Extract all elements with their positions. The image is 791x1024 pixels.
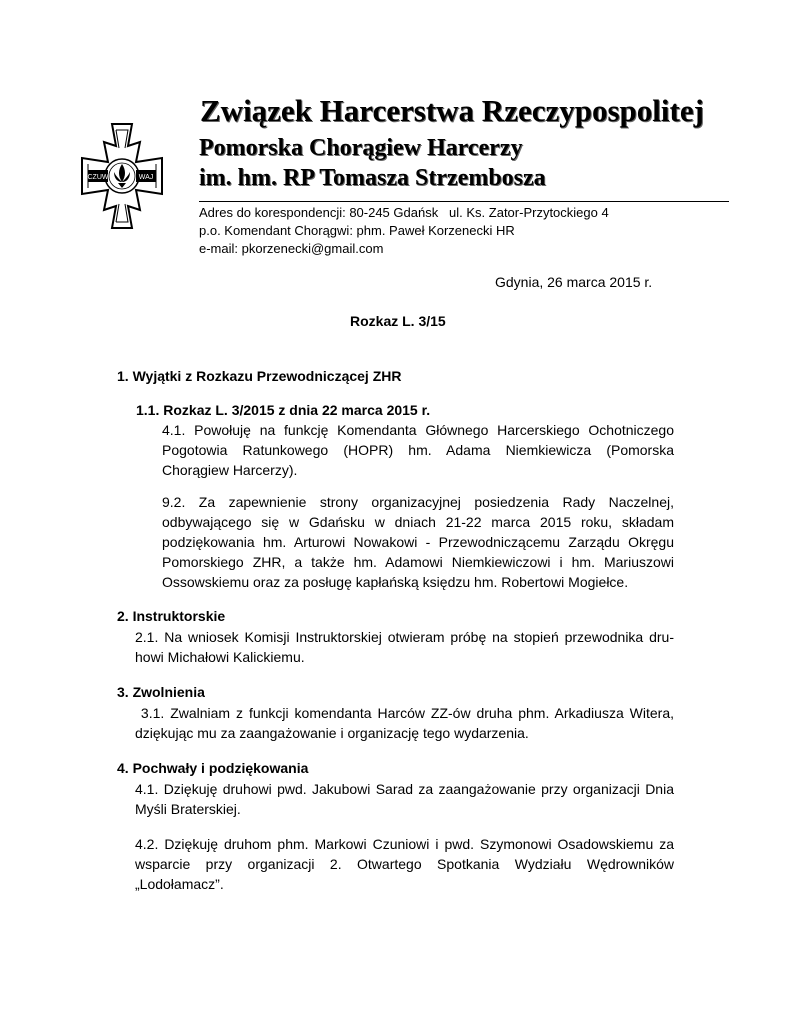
document-date: Gdynia, 26 marca 2015 r. — [495, 274, 653, 290]
paragraph-4-1: 4.1. Powołuję na funkcję Komendanta Głównego Harcerskiego Ochotniczego Pogotowia Ratunkowego (HOPR) hm. Adama Niemkiewicza (Pomorska Chorągiew Harcerzy). — [162, 422, 674, 478]
email-line: e-mail: pkorzenecki@gmail.com — [199, 241, 384, 256]
section-2-heading: 2. Instruktorskie — [117, 608, 226, 624]
address-line: Adres do korespondencji: 80-245 Gdańsk ul. Ks. Zator-Przytockiego 4 — [199, 205, 609, 220]
patron-subtitle: im. hm. RP Tomasza Strzembosza — [199, 165, 546, 191]
subsection-1-1-heading: 1.1. Rozkaz L. 3/2015 z dnia 22 marca 2015 r. — [136, 402, 431, 418]
section-1-heading: 1. Wyjątki z Rozkazu Przewodniczącej ZHR — [117, 368, 402, 384]
logo-text-right: WAJ — [138, 174, 154, 181]
header-divider — [199, 201, 729, 202]
commandant-line: p.o. Komendant Chorągwi: phm. Paweł Korzenecki HR — [199, 223, 515, 238]
banner-subtitle: Pomorska Chorągiew Harcerzy — [199, 135, 523, 161]
scout-cross-logo — [78, 120, 166, 232]
logo-text-left: CZUW — [87, 174, 109, 181]
paragraph-9-2: 9.2. Za zapewnienie strony organizacyjnej posiedzenia Rady Naczelnej, odbywającego się w Gdańsku w dniach 21-22 marca 2015 roku, składam podziękowania hm. Arturowi Nowakowi - Przewodniczącemu Zarządu Okręgu Pomorskiego ZHR, a także hm. Adamowi Niemkiewiczowi i hm. Mariuszowi Ossowskiemu oraz za posługę kapłańską księdzu hm. Robertowi Mogiełce. — [162, 494, 674, 590]
section-4-heading: 4. Pochwały i podziękowania — [117, 760, 309, 776]
organization-title: Związek Harcerstwa Rzeczypospolitej — [200, 93, 704, 128]
section-3-heading: 3. Zwolnienia — [117, 684, 205, 700]
paragraph-4-1-thanks: 4.1. Dziękuję druhowi pwd. Jakubowi Sarad za zaangażowanie przy organizacji Dnia Myśli Braterskiej. — [135, 781, 674, 817]
paragraph-3-1: 3.1. Zwalniam z funkcji komendanta Harców ZZ-ów druha phm. Arkadiusza Witera, dziękując mu za zaangażowanie i organizację tego wydarzenia. — [135, 705, 674, 741]
order-title: Rozkaz L. 3/15 — [350, 313, 446, 329]
paragraph-2-1: 2.1. Na wniosek Komisji Instruktorskiej otwieram próbę na stopień przewodnika dru- howi Michałowi Kalickiemu. — [135, 629, 674, 665]
paragraph-4-2-thanks: 4.2. Dziękuję druhom phm. Markowi Czuniowi i pwd. Szymonowi Osadowskiemu za wsparcie przy organizacji 2. Otwartego Spotkania Wydziału Wędrowników „Lodołamacz”. — [135, 836, 674, 892]
